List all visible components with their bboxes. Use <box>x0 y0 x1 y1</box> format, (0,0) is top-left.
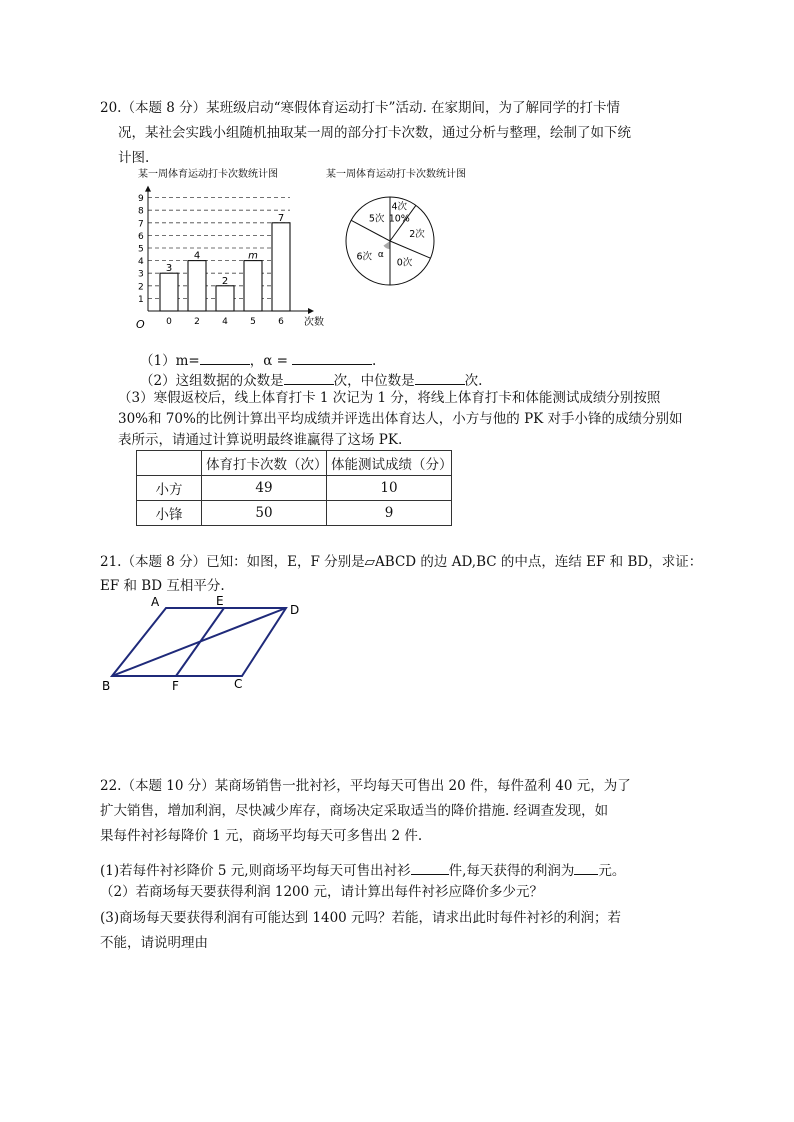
q20-sub1 <box>140 350 376 369</box>
q20-sub2-end: 次. <box>464 373 483 389</box>
pie-chart <box>320 165 480 300</box>
bar-chart-ytick-label: 4 <box>138 257 144 268</box>
q22-line3: 果每件衬衫每降价 1 元，商场平均每天可多售出 2 件. <box>100 828 423 844</box>
q20-sub1-alpha-label: ，α = <box>249 353 288 369</box>
vertex-label-c: C <box>234 677 243 691</box>
bar-chart-origin: O <box>136 318 145 331</box>
q20-sub3 <box>100 388 683 451</box>
pie-slice-label: 5次 <box>368 213 385 225</box>
q20-sub3-line2: 30%和 70%的比例计算出平均成绩并评选出体育达人，小方与他的 PK 对手小锋的成绩分别如 <box>118 411 683 427</box>
bar-category-label: 6 <box>278 317 284 327</box>
bar-chart-x-arrow <box>308 308 314 314</box>
bar-chart-ytick-label: 7 <box>138 219 144 230</box>
q20-sub1-end: . <box>371 353 377 369</box>
bar-data-label: 7 <box>277 212 285 224</box>
q20-blank-mode[interactable] <box>284 370 334 385</box>
pie-slice-label: 4次 <box>391 201 408 213</box>
pie-slice-label: 6次 <box>356 251 373 263</box>
q22-sub2: （2）若商场每天要获得利润 1200 元，请计算出每件衬衫应降价多少元？ <box>100 884 544 900</box>
vertex-label-f: F <box>172 679 179 693</box>
q22-sub1-end: 元。 <box>598 863 626 879</box>
q20-sub2 <box>140 370 482 389</box>
q20-sub1-m-label: （1）m= <box>140 353 200 369</box>
q22-line2: 扩大销售，增加利润，尽快减少库存，商场决定采取适当的降价措施. 经调查发现，如 <box>100 803 609 819</box>
q22-sub1 <box>100 860 625 879</box>
q21-stem <box>100 550 703 598</box>
q22-sub3-line1: (3)商场每天要获得利润有可能达到 1400 元吗？若能，请求出此时每件衬衫的利润；若 <box>100 910 622 926</box>
table-cell: 50 <box>202 501 327 526</box>
pie-slice-sublabel: 10% <box>388 213 410 225</box>
table-cell: 小锋 <box>137 501 202 526</box>
table-header-cell: 体育打卡次数（次） <box>202 451 327 476</box>
table-row <box>137 501 452 526</box>
pie-slice-label: 0次 <box>396 257 413 269</box>
bar-category-label: 0 <box>166 317 172 327</box>
q20-line1: 20.（本题 8 分）某班级启动“寒假体育运动打卡”活动. 在家期间，为了解同学的打卡情 <box>100 100 621 116</box>
bar <box>188 261 206 311</box>
pie-angle-label: α <box>377 250 384 261</box>
table-cell: 49 <box>202 476 327 501</box>
q22-sub1-label: (1)若每件衬衫降价 5 元,则商场平均每天可售出衬衫 <box>100 863 411 879</box>
bar-chart-marks <box>160 213 290 327</box>
table-header-row <box>137 451 452 476</box>
bar <box>272 223 290 311</box>
vertex-label-a: A <box>151 595 160 609</box>
bar <box>216 286 234 311</box>
bar-data-label: 2 <box>221 275 229 287</box>
q20-sub2-mode-label: （2）这组数据的众数是 <box>140 373 284 389</box>
pie-slice-label: 2次 <box>409 228 425 240</box>
q21-line1: 21.（本题 8 分）已知：如图，E，F 分别是▱ABCD 的边 AD,BC 的中点，连结 EF 和 BD，求证： <box>100 554 703 570</box>
bar-data-label: 4 <box>193 250 201 262</box>
q20-sub2-median-label: 次，中位数是 <box>333 373 415 389</box>
bar-data-label: 3 <box>165 263 173 275</box>
q22-sub3 <box>100 906 680 956</box>
bar-chart-ytick-label: 2 <box>138 282 144 293</box>
q20-stem <box>100 96 680 171</box>
q21-line2: EF 和 BD 互相平分. <box>100 578 225 594</box>
pie-chart-title: 某一周体育运动打卡次数统计图 <box>326 169 466 180</box>
vertex-label-b: B <box>102 679 111 693</box>
bar-chart-ytick-label: 6 <box>138 231 144 242</box>
q22-blank-profit[interactable] <box>574 860 598 875</box>
bar-data-label: m <box>248 250 258 262</box>
q22-sub1-profit-label: 件,每天获得的利润为 <box>448 863 575 879</box>
bar-chart-ytick-label: 1 <box>138 294 144 305</box>
q22-stem <box>100 774 680 849</box>
q22-blank-count[interactable] <box>411 860 449 875</box>
q20-blank-alpha[interactable] <box>292 350 372 365</box>
bar-chart-title: 某一周体育运动打卡次数统计图 <box>138 169 278 180</box>
table-cell: 9 <box>327 501 452 526</box>
bar <box>160 273 178 311</box>
q20-blank-m[interactable] <box>200 350 250 365</box>
table-header-cell: 体能测试成绩（分） <box>327 451 452 476</box>
vertex-label-d: D <box>290 603 300 617</box>
q20-line2: 况，某社会实践小组随机抽取某一周的部分打卡次数，通过分析与整理，绘制了如下统 <box>118 125 631 141</box>
parallelogram-figure <box>100 594 320 694</box>
bar-chart <box>120 165 330 337</box>
score-table <box>136 450 452 526</box>
q20-sub3-line3: 表所示，请通过计算说明最终谁赢得了这场 PK. <box>118 432 403 448</box>
bar-chart-ytick-label: 5 <box>138 244 144 255</box>
pie-chart-marks <box>346 197 434 285</box>
q22-sub3-line2: 不能，请说明理由 <box>100 935 208 951</box>
vertex-label-e: E <box>216 594 224 608</box>
q20-blank-median[interactable] <box>415 370 465 385</box>
q20-sub3-line1: （3）寒假返校后，线上体育打卡 1 次记为 1 分，将线上体育打卡和体能测试成绩分别按照 <box>118 390 661 406</box>
bar-category-label: 4 <box>222 317 228 327</box>
bar-chart-ytick-label: 8 <box>138 206 144 217</box>
bar <box>244 261 262 311</box>
bar-chart-y-arrow <box>145 186 151 192</box>
table-cell: 小方 <box>137 476 202 501</box>
bar-chart-ytick-label: 9 <box>138 194 144 205</box>
table-row <box>137 476 452 501</box>
q22-line1: 22.（本题 10 分）某商场销售一批衬衫，平均每天可售出 20 件，每件盈利 40 元，为了 <box>100 778 631 794</box>
table-cell: 10 <box>327 476 452 501</box>
bar-chart-xlabel: 次数 <box>304 317 324 328</box>
bar-category-label: 2 <box>194 317 200 327</box>
table-header-cell <box>137 451 202 476</box>
bar-category-label: 5 <box>250 317 256 327</box>
bar-chart-ytick-label: 3 <box>138 269 144 280</box>
q20-line3: 计图. <box>118 150 150 166</box>
